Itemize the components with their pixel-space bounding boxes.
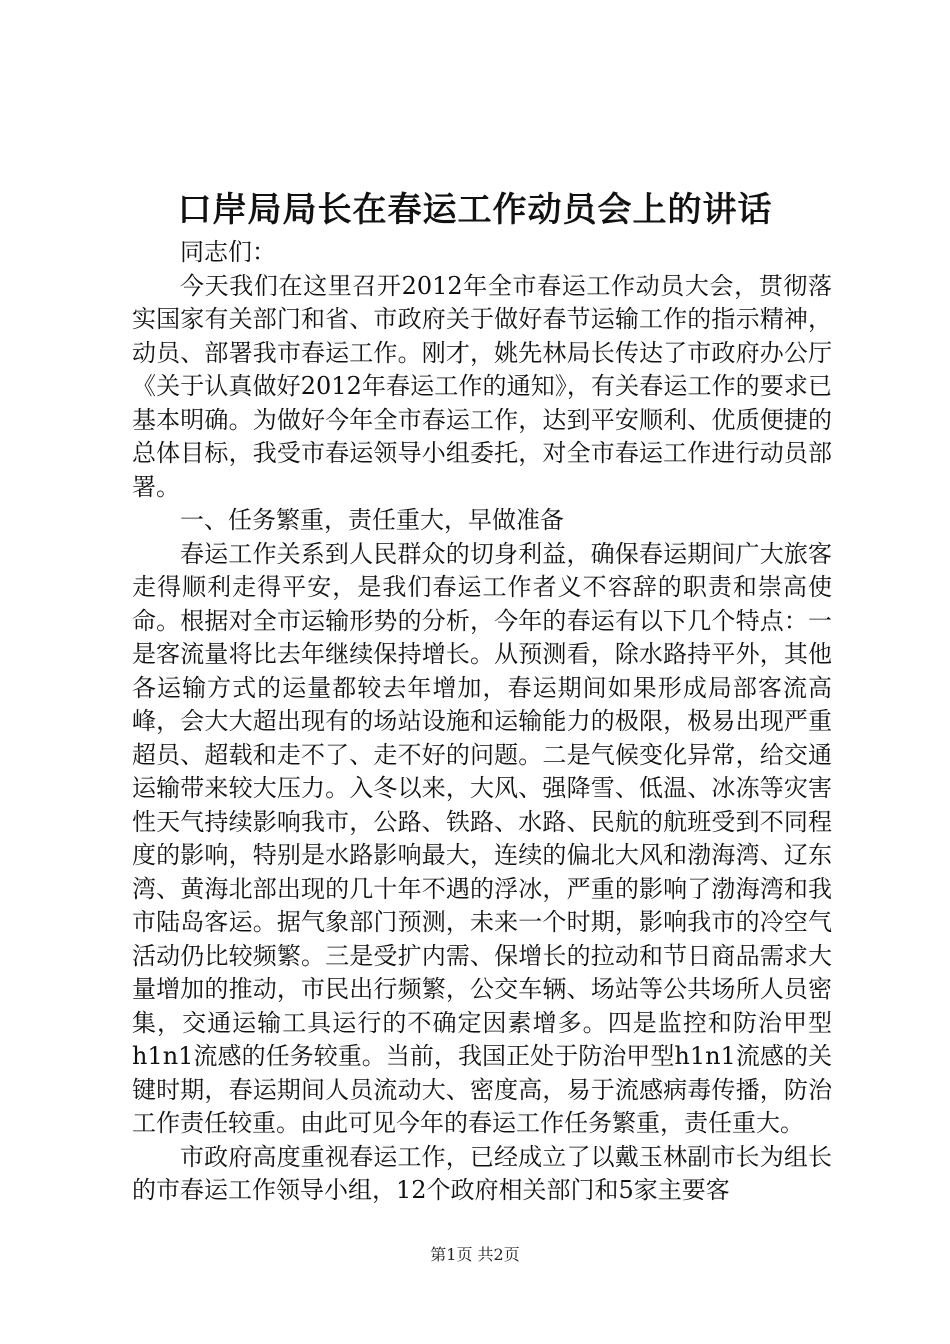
paragraph-intro: 今天我们在这里召开2012年全市春运工作动员大会，贯彻落实国家有关部门和省、市政府关于做好春节运输工作的指示精神，动员、部署我市春运工作。刚才，姚先林局长传达了市政府办公厅《关于认真做好2012年春运工作的通知》，有关春运工作的要求已基本明确。为做好今年全市春运工作，达到平安顺利、优质便捷的总体目标，我受市春运领导小组委托，对全市春运工作进行动员部署。 <box>132 271 832 501</box>
document-title: 口岸局局长在春运工作动员会上的讲话 <box>177 190 773 230</box>
paragraph-leadership: 市政府高度重视春运工作，已经成立了以戴玉林副市长为组长的市春运工作领导小组，12个政府相关部门和5家主要客 <box>132 1142 832 1204</box>
document-body <box>132 236 832 1208</box>
page-footer: 第1页 共2页 <box>430 1245 520 1264</box>
paragraph-analysis: 春运工作关系到人民群众的切身利益，确保春运期间广大旅客走得顺利走得平安，是我们春运工作者义不容辞的职责和崇高使命。根据对全市运输形势的分析，今年的春运有以下几个特点：一是客流量将比去年继续保持增长。从预测看，除水路持平外，其他各运输方式的运量都较去年增加，春运期间如果形成局部客流高峰，会大大超出现有的场站设施和运输能力的极限，极易出现严重超员、超载和走不了、走不好的问题。二是气候变化异常，给交通运输带来较大压力。入冬以来，大风、强降雪、低温、冰冻等灾害性天气持续影响我市，公路、铁路、水路、民航的航班受到不同程度的影响，特别是水路影响最大，连续的偏北大风和渤海湾、辽东湾、黄海北部出现的几十年不遇的浮冰，严重的影响了渤海湾和我市陆岛客运。据气象部门预测，未来一个时期，影响我市的冷空气活动仍比较频繁。三是受扩内需、保增长的拉动和节日商品需求大量增加的推动，市民出行频繁，公交车辆、场站等公共场所人员密集，交通运输工具运行的不确定因素增多。四是监控和防治甲型h1n1流感的任务较重。当前，我国正处于防治甲型h1n1流感的关键时期，春运期间人员流动大、密度高，易于流感病毒传播，防治工作责任较重。由此可见今年的春运工作任务繁重，责任重大。 <box>132 539 832 1137</box>
salutation: 同志们： <box>180 238 276 266</box>
section-heading: 一、任务繁重，责任重大，早做准备 <box>180 506 564 534</box>
